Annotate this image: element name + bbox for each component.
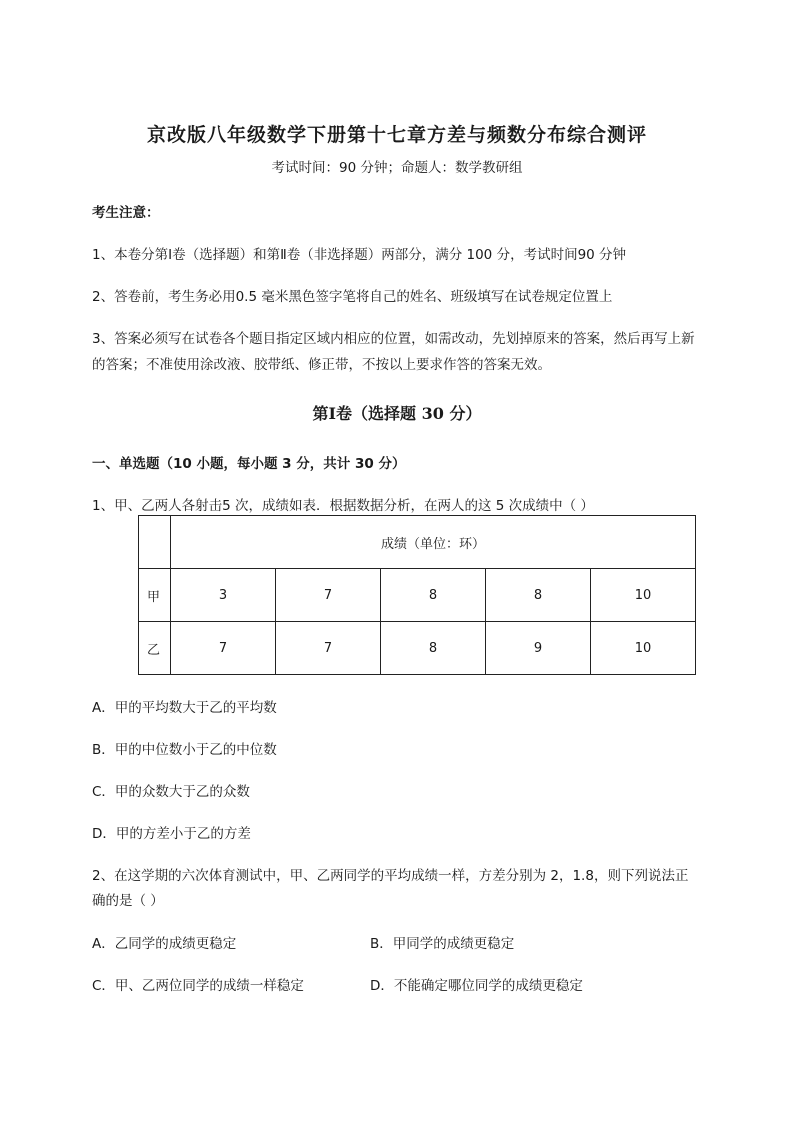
option-d: D．不能确定哪位同学的成绩更稳定	[370, 978, 583, 994]
option-c: C．甲、乙两位同学的成绩一样稳定	[92, 978, 304, 994]
table-row	[139, 516, 696, 569]
notice-item-2: 2、答卷前，考生务必用0.5 毫米黑色签字笔将自己的姓名、班级填写在试卷规定位置上	[92, 289, 613, 305]
table-corner-cell	[139, 516, 171, 569]
score-table	[138, 515, 696, 675]
notice-item-3-cont: 的答案；不准使用涂改液、胶带纸、修正带，不按以上要求作答的答案无效。	[92, 357, 551, 373]
question-1-stem: 1、甲、乙两人各射击5 次，成绩如表．根据数据分析，在两人的这 5 次成绩中（ ）	[92, 498, 594, 514]
table-cell: 8	[486, 569, 591, 622]
notice-item-3: 3、答案必须写在试卷各个题目指定区域内相应的位置，如需改动，先划掉原来的答案，然后再写上新	[92, 331, 695, 347]
table-cell: 7	[171, 622, 276, 675]
section-title: 第Ⅰ卷（选择题 30 分）	[312, 404, 482, 423]
option-b: B．甲同学的成绩更稳定	[370, 936, 515, 952]
option-d: D．甲的方差小于乙的方差	[92, 826, 251, 842]
table-cell: 8	[381, 622, 486, 675]
question-2-stem-cont: 确的是（ ）	[92, 893, 164, 909]
question-2-stem: 2、在这学期的六次体育测试中，甲、乙两同学的平均成绩一样，方差分别为 2，1.8，则下列说法正	[92, 868, 689, 884]
notice-item-1: 1、本卷分第Ⅰ卷（选择题）和第Ⅱ卷（非选择题）两部分，满分 100 分，考试时间90 分钟	[92, 247, 627, 263]
option-a: A．甲的平均数大于乙的平均数	[92, 700, 277, 716]
row-label: 乙	[139, 622, 171, 675]
table-cell: 7	[276, 569, 381, 622]
notice-heading: 考生注意：	[92, 205, 160, 221]
option-a: A．乙同学的成绩更稳定	[92, 936, 237, 952]
table-cell: 10	[591, 569, 696, 622]
table-cell: 10	[591, 622, 696, 675]
table-cell: 7	[276, 622, 381, 675]
table-cell: 8	[381, 569, 486, 622]
part-title: 一、单选题（10 小题，每小题 3 分，共计 30 分）	[92, 456, 406, 472]
table-cell: 9	[486, 622, 591, 675]
page-title: 京改版八年级数学下册第十七章方差与频数分布综合测评	[146, 124, 647, 146]
option-c: C．甲的众数大于乙的众数	[92, 784, 250, 800]
option-b: B．甲的中位数小于乙的中位数	[92, 742, 277, 758]
row-label: 甲	[139, 569, 171, 622]
table-row	[139, 622, 696, 675]
table-header-cell: 成绩（单位：环）	[171, 516, 696, 569]
table-cell: 3	[171, 569, 276, 622]
exam-info: 考试时间：90 分钟；命题人：数学教研组	[271, 160, 523, 176]
table-row	[139, 569, 696, 622]
